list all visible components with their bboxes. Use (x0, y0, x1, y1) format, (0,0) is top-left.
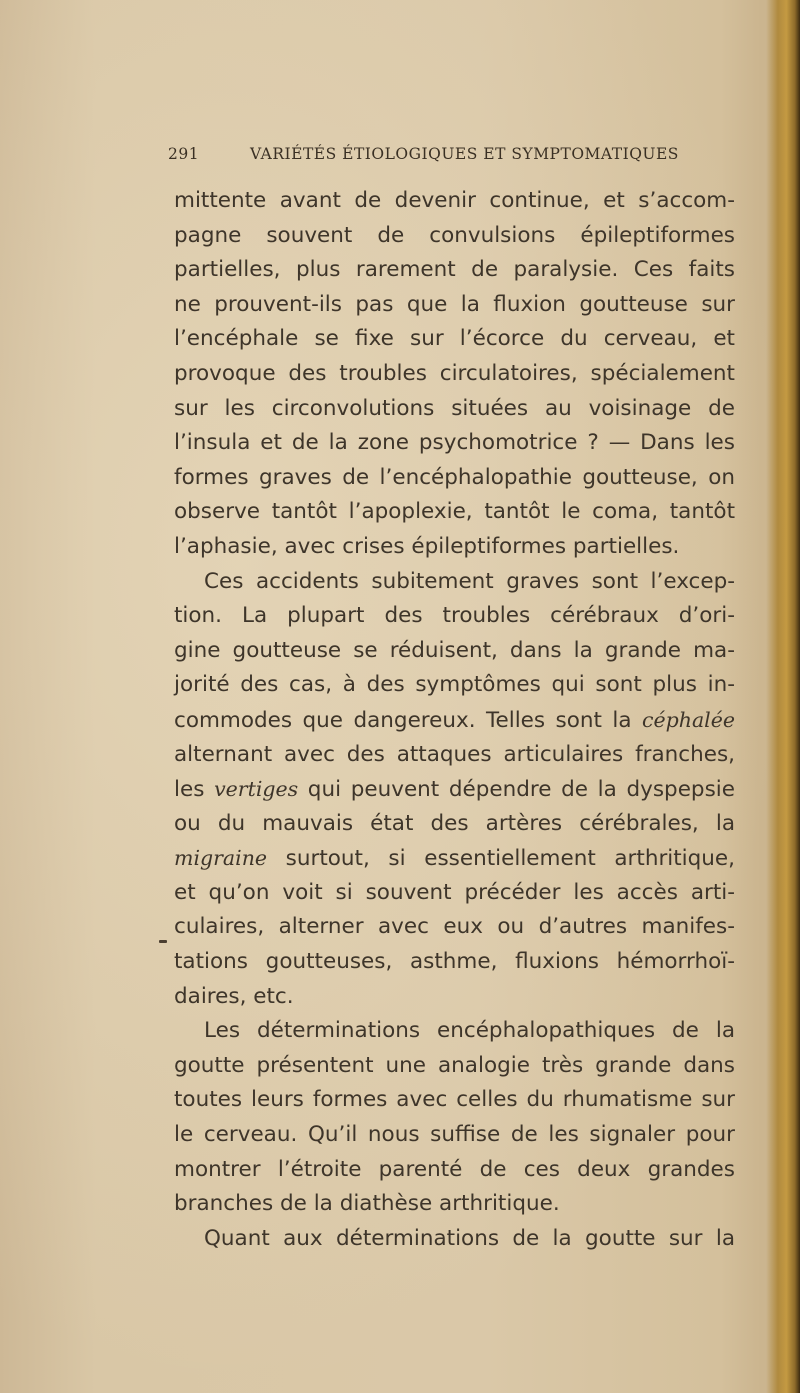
text-line: Les déterminations encéphalopathiques de la (204, 1018, 735, 1044)
text-line: pagne souvent de convulsions épileptiformes (174, 222, 735, 248)
text-line: formes graves de l’encéphalopathie goutteuse, on (174, 464, 735, 490)
text-line: tations goutteuses, asthme, fluxions hémorrhoï- (174, 949, 735, 975)
italic-term: migraine (174, 846, 268, 871)
text-line: l’encéphale se fixe sur l’écorce du cerveau, et (174, 326, 735, 352)
text-line: migraine surtout, si essentiellement arthritique, (174, 846, 735, 872)
text-line: culaires, alterner avec eux ou d’autres manifes- (174, 914, 735, 940)
text-line: les vertiges qui peuvent dépendre de la dyspepsie (174, 777, 735, 803)
page-binding-edge (766, 0, 800, 1393)
text-line: et qu’on voit si souvent précéder les accès arti- (174, 879, 735, 905)
text-line: mittente avant de devenir continue, et s’accom- (174, 188, 735, 213)
page-number: 291 (168, 145, 200, 163)
text-line: alternant avec des attaques articulaires franches, (174, 741, 735, 767)
text-line: partielles, plus rarement de paralysie. Ces faits (174, 257, 735, 283)
text-line: daires, etc. (174, 983, 294, 1009)
page-header (168, 143, 738, 169)
text-line: branches de la diathèse arthritique. (174, 1191, 560, 1217)
text-line: Quant aux déterminations de la goutte sur la (204, 1225, 735, 1251)
text-line: provoque des troubles circulatoires, spécialement (174, 360, 735, 386)
text-line: l’aphasie, avec crises épileptiformes partielles. (174, 533, 680, 559)
text-line: sur les circonvolutions situées au voisinage de (174, 395, 735, 421)
text-line: jorité des cas, à des symptômes qui sont plus in- (174, 672, 735, 698)
text-line: le cerveau. Qu’il nous suffise de les signaler pour (174, 1122, 735, 1148)
text-line: tion. La plupart des troubles cérébraux d’ori- (174, 603, 735, 629)
text-line: montrer l’étroite parenté de ces deux grandes (174, 1156, 735, 1182)
italic-term: vertiges (214, 777, 299, 802)
running-title: VARIÉTÉS ÉTIOLOGIQUES ET SYMPTOMATIQUES (250, 145, 679, 163)
text-line: commodes que dangereux. Telles sont la céphalée (174, 707, 735, 733)
text-line: gine goutteuse se réduisent, dans la grande ma- (174, 637, 735, 663)
margin-mark (159, 940, 167, 943)
text-line: Ces accidents subitement graves sont l’excep- (204, 568, 735, 594)
text-line: goutte présentent une analogie très grande dans (174, 1052, 735, 1078)
text-line: ne prouvent-ils pas que la fluxion goutteuse sur (174, 291, 735, 317)
body-text (174, 184, 735, 1256)
text-line: l’insula et de la zone psychomotrice ? — Dans les (174, 430, 735, 456)
text-line: toutes leurs formes avec celles du rhumatisme sur (174, 1087, 735, 1113)
text-line: observe tantôt l’apoplexie, tantôt le coma, tantôt (174, 499, 735, 525)
text-line: ou du mauvais état des artères cérébrales, la (174, 810, 735, 836)
italic-term: céphalée (642, 707, 735, 732)
